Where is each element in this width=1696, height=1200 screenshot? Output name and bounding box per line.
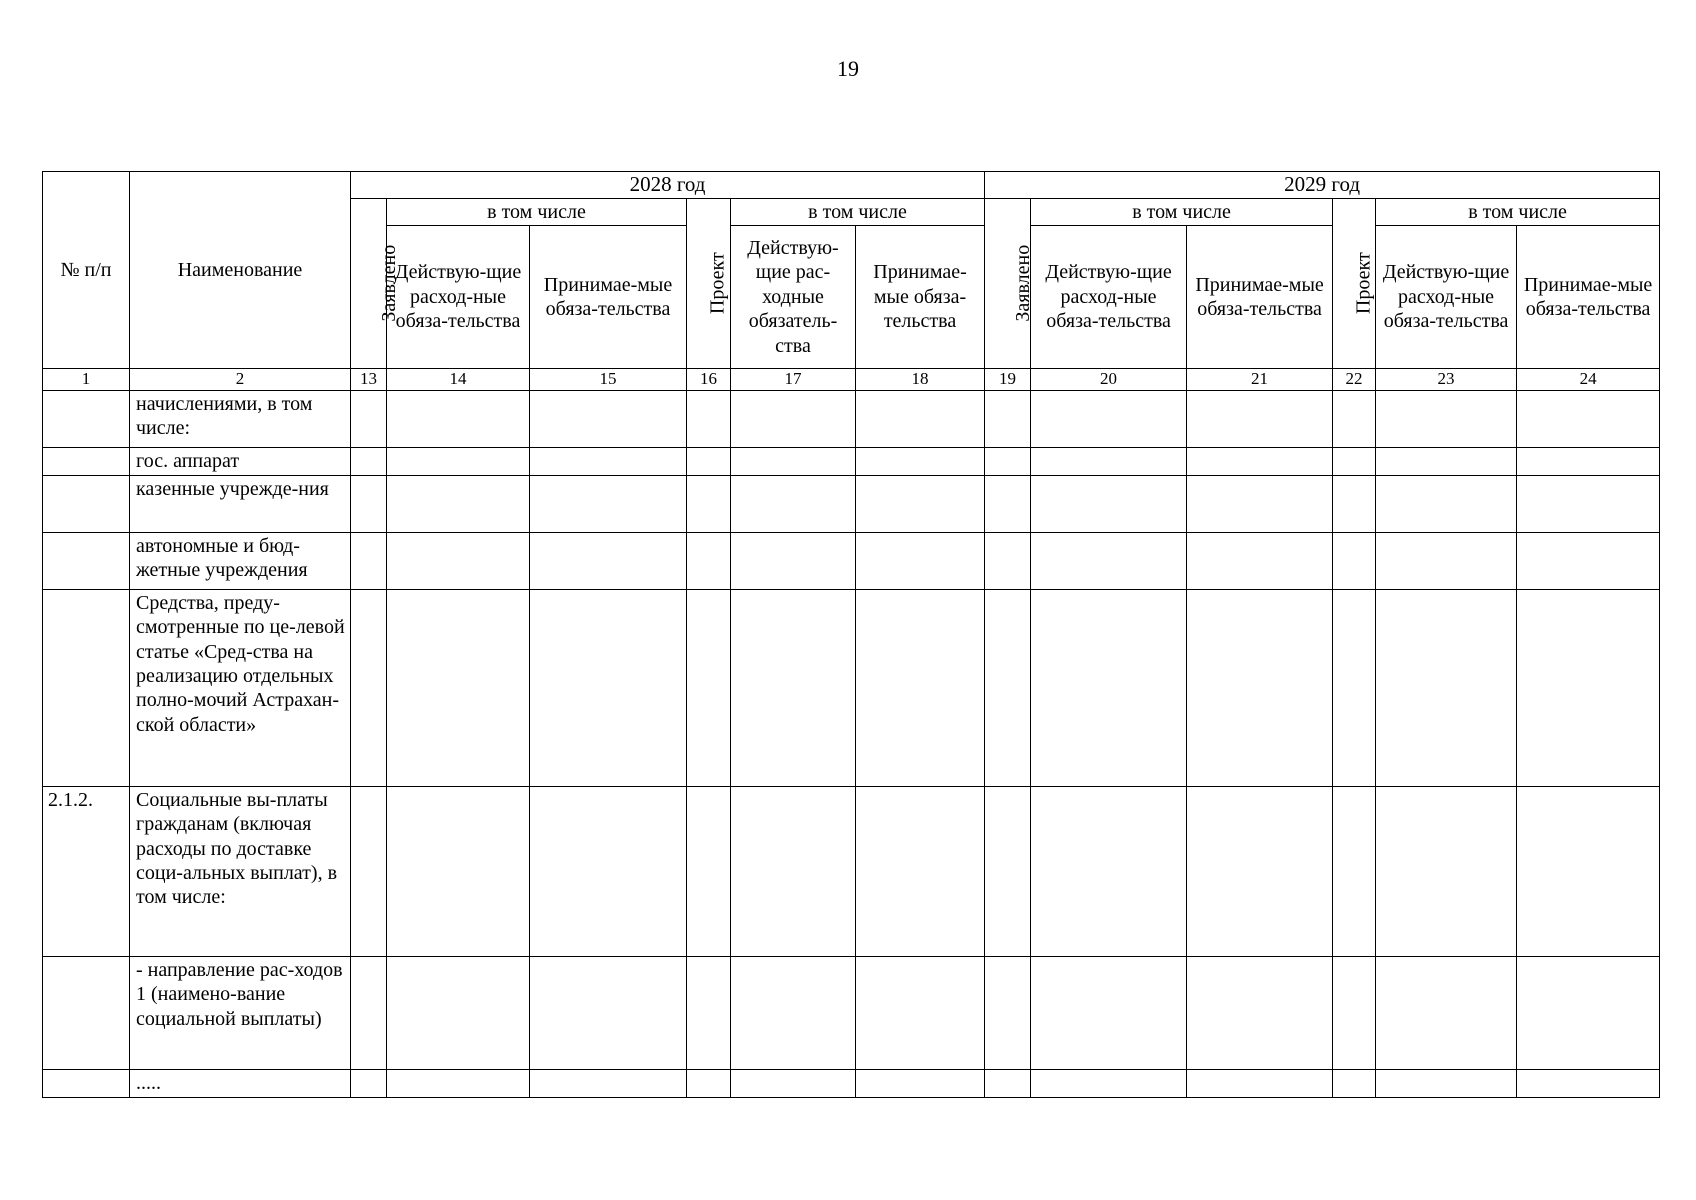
value-cell	[1031, 532, 1187, 589]
row-number: 2.1.2.	[43, 786, 130, 956]
value-cell	[351, 390, 387, 447]
page-number: 19	[837, 56, 859, 81]
value-cell	[985, 447, 1031, 475]
column-number: 21	[1187, 369, 1333, 391]
value-cell	[351, 589, 387, 786]
column-number: 15	[530, 369, 687, 391]
value-cell	[731, 1069, 856, 1097]
value-cell	[1517, 475, 1660, 532]
value-cell	[731, 475, 856, 532]
col-header-declared-2028: Заявлено	[351, 199, 387, 369]
col-header-current-obligations: Действую-щие расход-ные обяза-тельства	[1376, 226, 1517, 369]
row-name: Социальные вы-платы гражданам (включая расходы по доставке соци-альных выплат), в том числе:	[130, 786, 351, 956]
table-row	[43, 1069, 1660, 1097]
value-cell	[387, 956, 530, 1069]
value-cell	[856, 532, 985, 589]
col-header-current-obligations: Действую-щие расход-ные обяза-тельства	[1031, 226, 1187, 369]
table-row	[43, 589, 1660, 786]
value-cell	[687, 589, 731, 786]
value-cell	[985, 786, 1031, 956]
value-cell	[856, 447, 985, 475]
column-number: 23	[1376, 369, 1517, 391]
value-cell	[530, 475, 687, 532]
column-number: 24	[1517, 369, 1660, 391]
value-cell	[1333, 447, 1376, 475]
row-number	[43, 532, 130, 589]
value-cell	[687, 786, 731, 956]
row-number	[43, 1069, 130, 1097]
value-cell	[856, 475, 985, 532]
value-cell	[985, 390, 1031, 447]
value-cell	[731, 390, 856, 447]
value-cell	[351, 1069, 387, 1097]
value-cell	[1187, 447, 1333, 475]
table-row	[43, 447, 1660, 475]
value-cell	[1517, 447, 1660, 475]
col-header-accepted-obligations: Принимае-мые обяза-тельства	[856, 226, 985, 369]
table-row	[43, 390, 1660, 447]
value-cell	[985, 956, 1031, 1069]
value-cell	[731, 786, 856, 956]
value-cell	[731, 532, 856, 589]
row-name: начислениями, в том числе:	[130, 390, 351, 447]
value-cell	[1031, 447, 1187, 475]
value-cell	[687, 390, 731, 447]
value-cell	[687, 532, 731, 589]
col-header-name: Наименование	[130, 172, 351, 369]
value-cell	[687, 1069, 731, 1097]
table-row	[43, 475, 1660, 532]
col-header-accepted-obligations: Принимае-мые обяза-тельства	[530, 226, 687, 369]
value-cell	[1517, 532, 1660, 589]
column-number: 20	[1031, 369, 1187, 391]
value-cell	[1517, 956, 1660, 1069]
value-cell	[1187, 786, 1333, 956]
row-name: казенные учрежде-ния	[130, 475, 351, 532]
col-header-declared-2029: Заявлено	[985, 199, 1031, 369]
value-cell	[1376, 390, 1517, 447]
value-cell	[1187, 1069, 1333, 1097]
value-cell	[1031, 390, 1187, 447]
value-cell	[1333, 475, 1376, 532]
row-name: Средства, преду-смотренные по це-левой статье «Сред-ства на реализацию отдельных полно-мочий Астрахан-ской области»	[130, 589, 351, 786]
column-number: 17	[731, 369, 856, 391]
col-header-current-obligations: Действую-щие рас-ходные обязатель-ства	[731, 226, 856, 369]
value-cell	[387, 786, 530, 956]
row-name: .....	[130, 1069, 351, 1097]
value-cell	[387, 1069, 530, 1097]
value-cell	[530, 532, 687, 589]
value-cell	[1031, 1069, 1187, 1097]
value-cell	[1031, 956, 1187, 1069]
table-row	[43, 532, 1660, 589]
value-cell	[1376, 956, 1517, 1069]
col-header-including-2029-b: в том числе	[1376, 199, 1660, 226]
value-cell	[351, 532, 387, 589]
row-number	[43, 475, 130, 532]
value-cell	[530, 786, 687, 956]
value-cell	[1376, 589, 1517, 786]
col-header-including-2028-a: в том числе	[387, 199, 687, 226]
value-cell	[1517, 589, 1660, 786]
value-cell	[985, 532, 1031, 589]
value-cell	[530, 956, 687, 1069]
value-cell	[351, 956, 387, 1069]
value-cell	[387, 390, 530, 447]
value-cell	[1376, 786, 1517, 956]
value-cell	[387, 589, 530, 786]
value-cell	[530, 1069, 687, 1097]
value-cell	[1187, 390, 1333, 447]
column-number: 14	[387, 369, 530, 391]
value-cell	[1187, 589, 1333, 786]
column-number: 13	[351, 369, 387, 391]
value-cell	[687, 447, 731, 475]
col-header-accepted-obligations: Принимае-мые обяза-тельства	[1517, 226, 1660, 369]
value-cell	[856, 1069, 985, 1097]
column-number: 2	[130, 369, 351, 391]
row-name: - направление рас-ходов 1 (наимено-вание социальной выплаты)	[130, 956, 351, 1069]
col-header-number: № п/п	[43, 172, 130, 369]
value-cell	[530, 589, 687, 786]
col-header-including-2029-a: в том числе	[1031, 199, 1333, 226]
budget-table	[42, 171, 1660, 1098]
value-cell	[1333, 786, 1376, 956]
value-cell	[985, 475, 1031, 532]
row-number	[43, 390, 130, 447]
row-number	[43, 956, 130, 1069]
col-header-accepted-obligations: Принимае-мые обяза-тельства	[1187, 226, 1333, 369]
value-cell	[1031, 589, 1187, 786]
value-cell	[1333, 532, 1376, 589]
col-header-including-2028-b: в том числе	[731, 199, 985, 226]
table-row	[43, 786, 1660, 956]
column-number: 1	[43, 369, 130, 391]
value-cell	[1031, 786, 1187, 956]
value-cell	[530, 447, 687, 475]
year-header-2029: 2029 год	[985, 172, 1660, 199]
value-cell	[1031, 475, 1187, 532]
value-cell	[351, 786, 387, 956]
value-cell	[1187, 956, 1333, 1069]
value-cell	[387, 475, 530, 532]
value-cell	[856, 589, 985, 786]
value-cell	[1187, 475, 1333, 532]
value-cell	[1376, 1069, 1517, 1097]
row-name: автономные и бюд-жетные учреждения	[130, 532, 351, 589]
value-cell	[1517, 786, 1660, 956]
col-header-project-2029: Проект	[1333, 199, 1376, 369]
value-cell	[1376, 447, 1517, 475]
column-number-row	[43, 369, 1660, 391]
row-name: гос. аппарат	[130, 447, 351, 475]
value-cell	[1333, 390, 1376, 447]
table-header	[43, 172, 1660, 391]
value-cell	[856, 956, 985, 1069]
value-cell	[687, 475, 731, 532]
value-cell	[351, 447, 387, 475]
value-cell	[351, 475, 387, 532]
row-number	[43, 589, 130, 786]
column-number: 22	[1333, 369, 1376, 391]
col-header-current-obligations: Действую-щие расход-ные обяза-тельства	[387, 226, 530, 369]
value-cell	[687, 956, 731, 1069]
value-cell	[731, 956, 856, 1069]
value-cell	[1517, 1069, 1660, 1097]
value-cell	[731, 589, 856, 786]
value-cell	[1333, 956, 1376, 1069]
column-number: 18	[856, 369, 985, 391]
value-cell	[856, 390, 985, 447]
value-cell	[1376, 532, 1517, 589]
column-number: 19	[985, 369, 1031, 391]
value-cell	[530, 390, 687, 447]
table-body	[43, 390, 1660, 1097]
column-number: 16	[687, 369, 731, 391]
value-cell	[731, 447, 856, 475]
value-cell	[1517, 390, 1660, 447]
value-cell	[1333, 589, 1376, 786]
table-row	[43, 956, 1660, 1069]
value-cell	[1376, 475, 1517, 532]
value-cell	[1333, 1069, 1376, 1097]
value-cell	[856, 786, 985, 956]
value-cell	[387, 532, 530, 589]
value-cell	[1187, 532, 1333, 589]
value-cell	[985, 589, 1031, 786]
col-header-project-2028: Проект	[687, 199, 731, 369]
row-number	[43, 447, 130, 475]
value-cell	[985, 1069, 1031, 1097]
year-header-2028: 2028 год	[351, 172, 985, 199]
value-cell	[387, 447, 530, 475]
